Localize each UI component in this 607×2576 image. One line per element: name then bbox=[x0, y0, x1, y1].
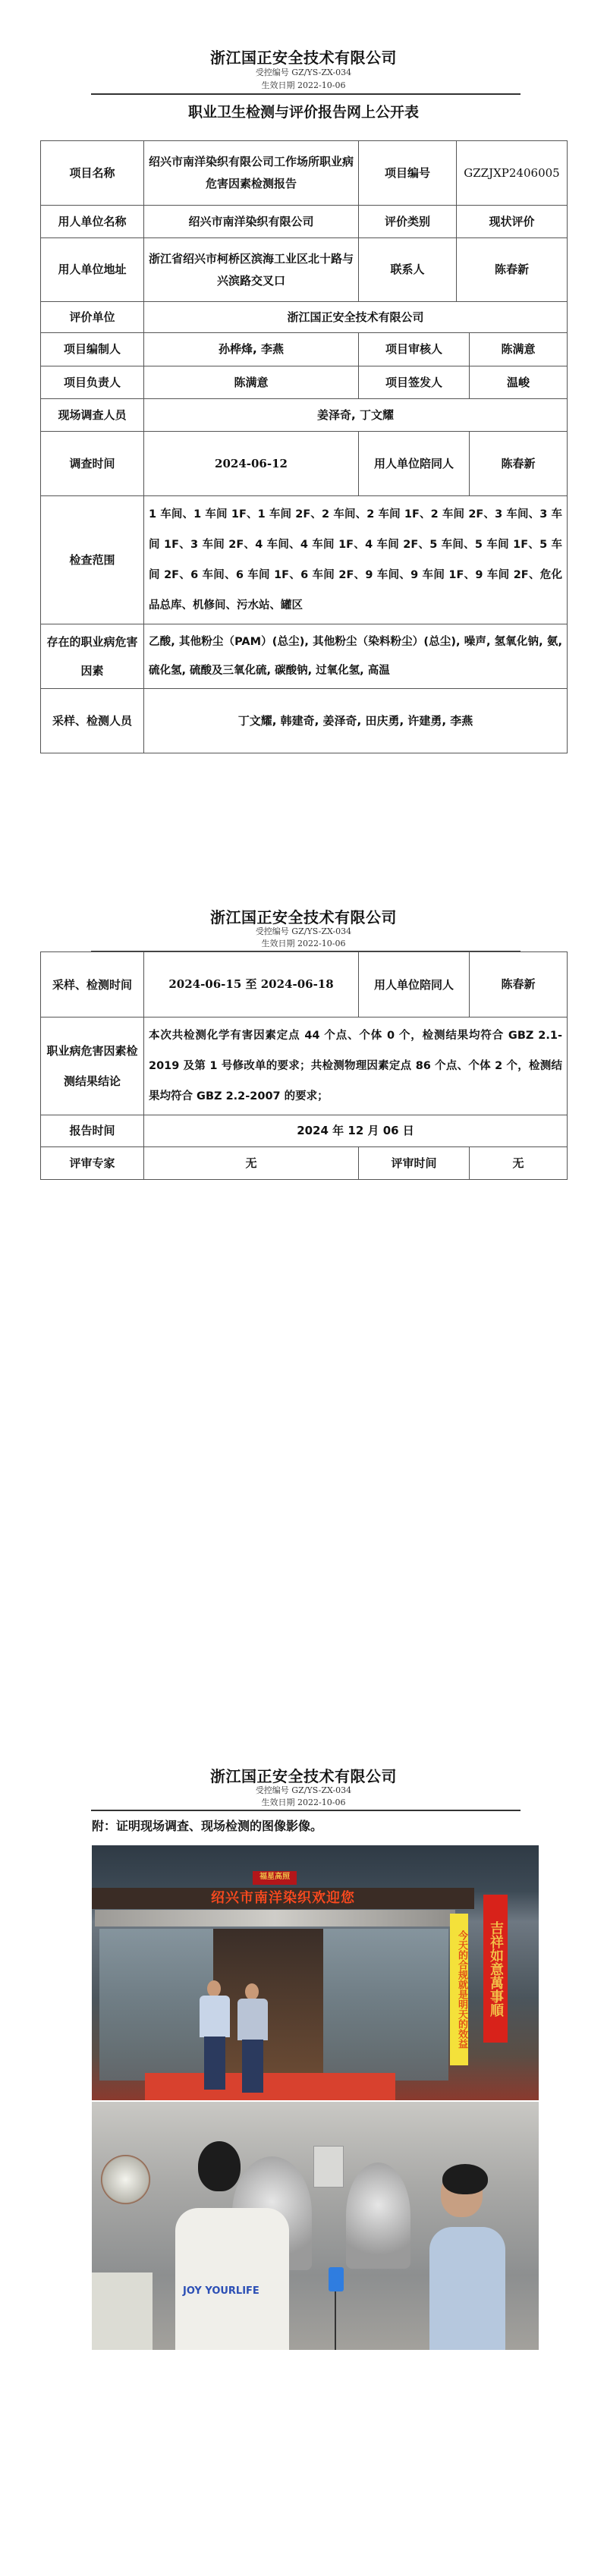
sampling-time-value: 2024-06-15 至 2024-06-18 bbox=[144, 952, 359, 1018]
experts-value: 无 bbox=[144, 1147, 359, 1180]
compiler-label: 项目编制人 bbox=[41, 333, 144, 366]
photo-shirt-text: JOY YOURLIFE bbox=[183, 2285, 259, 2297]
photo-glass-door-left bbox=[99, 1929, 213, 2081]
table-row bbox=[41, 689, 568, 753]
company-header-title: 浙江国正安全技术有限公司 bbox=[210, 49, 397, 67]
escort-value: 陈春新 bbox=[470, 952, 568, 1018]
header-divider bbox=[91, 1810, 521, 1811]
control-number: 受控编号 GZ/YS-ZX-034 bbox=[255, 68, 352, 77]
photo-glass-door-right bbox=[323, 1929, 448, 2081]
samplers-label: 采样、检测人员 bbox=[41, 689, 144, 753]
table-row bbox=[41, 624, 568, 689]
table-row bbox=[41, 1147, 568, 1180]
samplers-value: 丁文耀, 韩建奇, 姜泽奇, 田庆勇, 许建勇, 李燕 bbox=[144, 689, 568, 753]
attachment-label: 附：证明现场调查、现场检测的图像影像。 bbox=[92, 1819, 323, 1833]
employer-name-value: 绍兴市南洋染织有限公司 bbox=[144, 206, 359, 238]
control-number: 受控编号 GZ/YS-ZX-034 bbox=[255, 1785, 352, 1795]
surveyors-value: 姜泽奇, 丁文耀 bbox=[144, 399, 568, 432]
photo-person-head bbox=[198, 2141, 241, 2191]
photo-door-frame bbox=[95, 1910, 455, 1926]
issuer-label: 项目签发人 bbox=[359, 366, 470, 399]
issuer-value: 温峻 bbox=[470, 366, 568, 399]
photo-control-panel bbox=[313, 2146, 344, 2188]
surveyors-label: 现场调查人员 bbox=[41, 399, 144, 432]
conclusion-label: 职业病危害因素检测结果结论 bbox=[41, 1018, 144, 1115]
company-header-title: 浙江国正安全技术有限公司 bbox=[210, 1767, 397, 1785]
conclusion-value: 本次共检测化学有害因素定点 44 个点、个体 0 个，检测结果均符合 GBZ 2.1-2019 及第 1 号修改单的要求；共检测物理因素定点 86 个点、个体 2 个，检测结果均符合 GBZ 2.2-2007 的要求； bbox=[144, 1018, 568, 1115]
table-row bbox=[41, 141, 568, 206]
photo-led-sign: 绍兴市南洋染织欢迎您 bbox=[92, 1888, 474, 1909]
report-table-page1 bbox=[40, 140, 568, 302]
project-name-label: 项目名称 bbox=[41, 141, 144, 206]
report-table-page2 bbox=[40, 951, 568, 1180]
contact-label: 联系人 bbox=[359, 238, 457, 302]
photo-machine-porthole bbox=[101, 2155, 150, 2204]
sampling-time-label: 采样、检测时间 bbox=[41, 952, 144, 1018]
site-photo-entrance bbox=[92, 1845, 539, 2100]
photo-person-body bbox=[429, 2227, 505, 2350]
photo-plaque: 福星高照 bbox=[253, 1871, 297, 1885]
reviewer-value: 陈满意 bbox=[470, 333, 568, 366]
contact-value: 陈春新 bbox=[457, 238, 568, 302]
table-row bbox=[41, 496, 568, 624]
table-row bbox=[41, 333, 568, 366]
leader-label: 项目负责人 bbox=[41, 366, 144, 399]
company-header-title: 浙江国正安全技术有限公司 bbox=[210, 908, 397, 926]
control-number: 受控编号 GZ/YS-ZX-034 bbox=[255, 926, 352, 936]
project-no-label: 项目编号 bbox=[359, 141, 457, 206]
photo-dyeing-vessel bbox=[346, 2162, 410, 2269]
review-time-value: 无 bbox=[470, 1147, 568, 1180]
photo-person-hair bbox=[442, 2164, 488, 2194]
table-row bbox=[41, 238, 568, 302]
report-table-page1-lower bbox=[40, 301, 568, 753]
hazards-label: 存在的职业病危害因素 bbox=[41, 624, 144, 689]
survey-time-label: 调查时间 bbox=[41, 432, 144, 496]
hazards-value: 乙酸, 其他粉尘（PAM）(总尘), 其他粉尘（染料粉尘）(总尘), 噪声, 氢氧化钠, 氨, 硫化氢, 硫酸及三氧化硫, 碳酸钠, 过氧化氢, 高温 bbox=[144, 624, 568, 689]
employer-name-label: 用人单位名称 bbox=[41, 206, 144, 238]
table-row bbox=[41, 952, 568, 1018]
page-title: 职业卫生检测与评价报告网上公开表 bbox=[187, 104, 419, 121]
table-row bbox=[41, 206, 568, 238]
effective-date: 生效日期 2022-10-06 bbox=[261, 1798, 346, 1807]
experts-label: 评审专家 bbox=[41, 1147, 144, 1180]
survey-time-value: 2024-06-12 bbox=[144, 432, 359, 496]
scope-label: 检查范围 bbox=[41, 496, 144, 624]
photo-tank bbox=[92, 2272, 153, 2350]
eval-type-label: 评价类别 bbox=[359, 206, 457, 238]
report-time-value: 2024 年 12 月 06 日 bbox=[144, 1115, 568, 1147]
scope-value: 1 车间、1 车间 1F、1 车间 2F、2 车间、2 车间 1F、2 车间 2F、3 车间、3 车间 1F、3 车间 2F、4 车间、4 车间 1F、4 车间 2F、5 车间、5 车间 1F、5 车间 2F、6 车间、6 车间 1F、6 车间 2F、9 车间、9 车间 1F、9 车间 2F、危化品总库、机修间、污水站、罐区 bbox=[144, 496, 568, 624]
report-time-label: 报告时间 bbox=[41, 1115, 144, 1147]
reviewer-label: 项目审核人 bbox=[359, 333, 470, 366]
photo-person-body bbox=[175, 2208, 289, 2350]
effective-date: 生效日期 2022-10-06 bbox=[261, 939, 346, 948]
table-row bbox=[41, 432, 568, 496]
employer-addr-label: 用人单位地址 bbox=[41, 238, 144, 302]
photo-detection-device bbox=[329, 2267, 344, 2291]
escort-label: 用人单位陪同人 bbox=[359, 952, 470, 1018]
escort-label: 用人单位陪同人 bbox=[359, 432, 470, 496]
effective-date: 生效日期 2022-10-06 bbox=[261, 80, 346, 90]
table-row bbox=[41, 1018, 568, 1115]
leader-value: 陈满意 bbox=[144, 366, 359, 399]
table-row bbox=[41, 302, 568, 333]
project-no-value: GZZJXP2406005 bbox=[457, 141, 568, 206]
photo-person bbox=[236, 1983, 271, 2094]
photo-tripod bbox=[335, 2291, 336, 2350]
table-row bbox=[41, 1115, 568, 1147]
photo-banner: 今天的合规就是明天的效益 bbox=[450, 1914, 468, 2065]
review-time-label: 评审时间 bbox=[359, 1147, 470, 1180]
eval-unit-value: 浙江国正安全技术有限公司 bbox=[144, 302, 568, 333]
employer-addr-value: 浙江省绍兴市柯桥区滨海工业区北十路与兴滨路交叉口 bbox=[144, 238, 359, 302]
compiler-value: 孙桦烽, 李燕 bbox=[144, 333, 359, 366]
eval-type-value: 现状评价 bbox=[457, 206, 568, 238]
photo-couplet: 吉祥如意萬事順 bbox=[483, 1895, 508, 2043]
table-row bbox=[41, 366, 568, 399]
project-name-value: 绍兴市南洋染织有限公司工作场所职业病危害因素检测报告 bbox=[144, 141, 359, 206]
eval-unit-label: 评价单位 bbox=[41, 302, 144, 333]
photo-person bbox=[198, 1980, 233, 2094]
escort-value: 陈春新 bbox=[470, 432, 568, 496]
header-divider bbox=[91, 93, 521, 95]
site-photo-inspection bbox=[92, 2102, 539, 2350]
table-row bbox=[41, 399, 568, 432]
